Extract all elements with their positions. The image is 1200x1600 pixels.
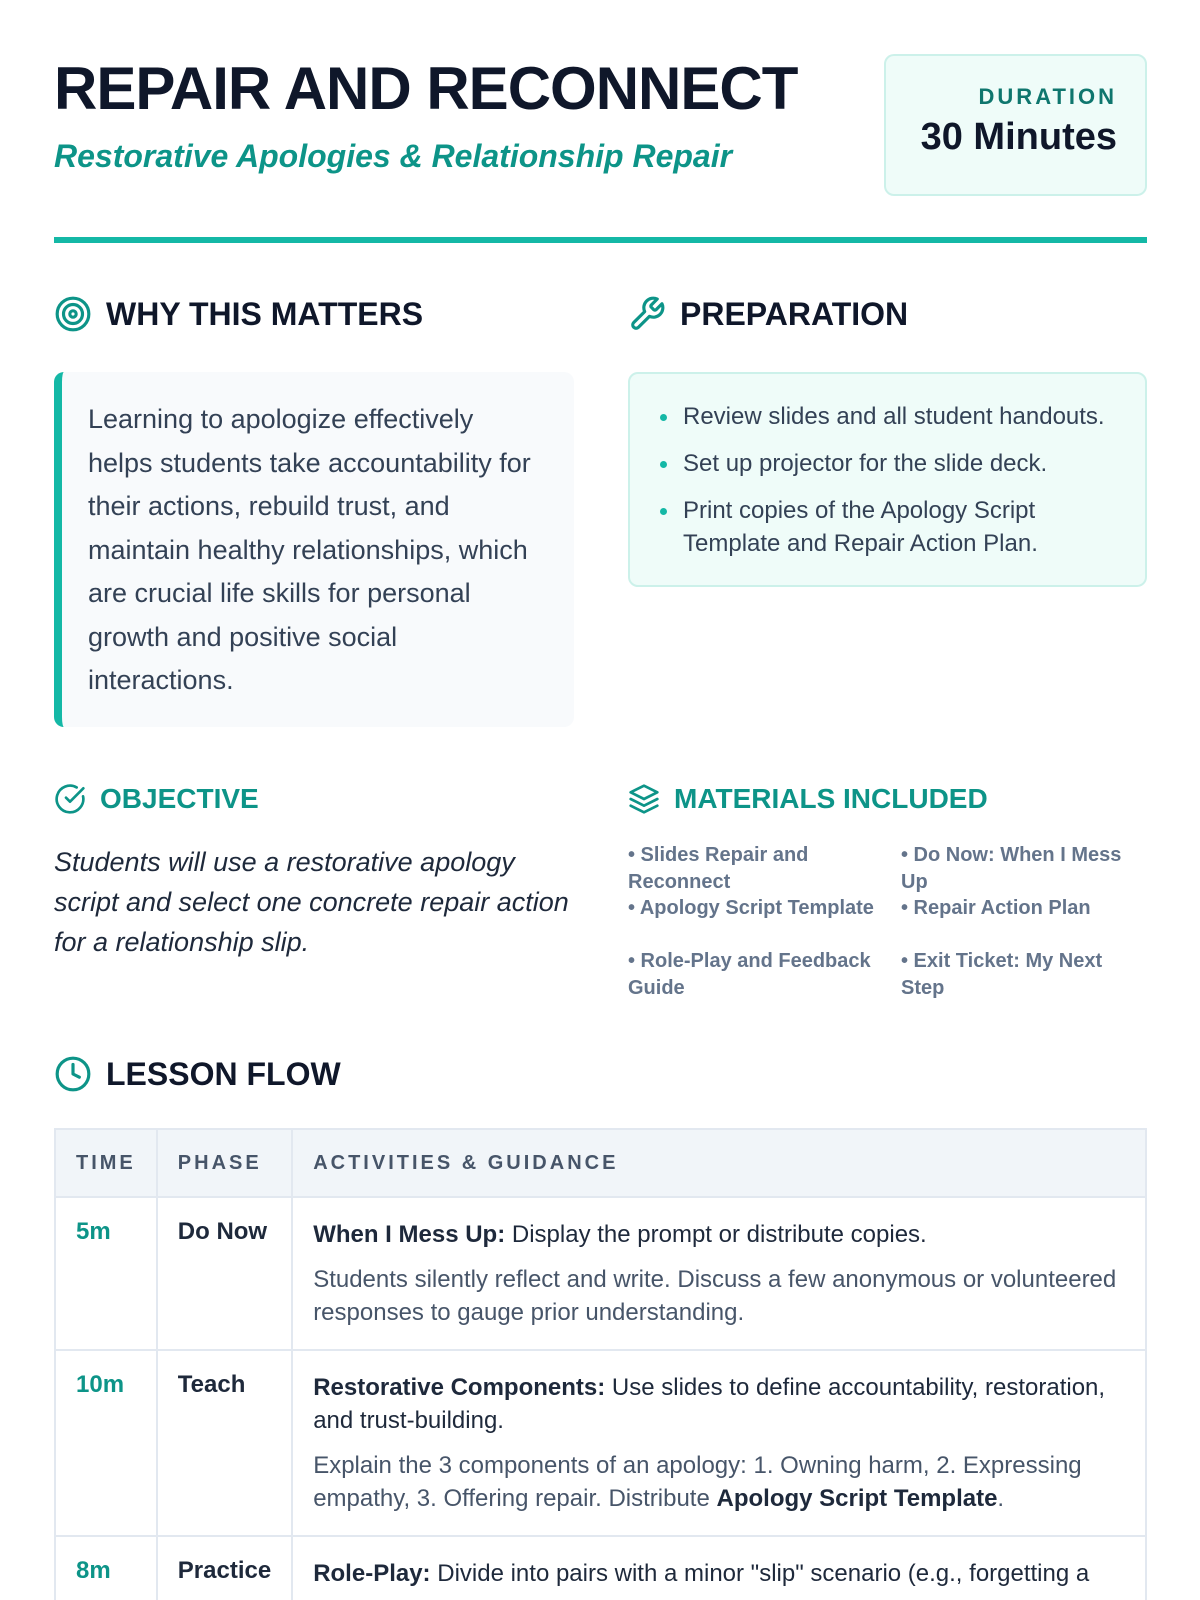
activity-guidance: Students silently reflect and write. Discuss a few anonymous or volunteered responses to gauge prior understanding. — [313, 1266, 1117, 1326]
activity-guidance-text: Explain the 3 components of an apology: 1. Owning harm, 2. Expressing empathy, 3. Offering repair. Distribute — [313, 1452, 1082, 1512]
list-item: • Apology Script Template — [628, 897, 874, 919]
objective-text: Students will use a restorative apology script and select one concrete repair action for a relationship slip. — [54, 847, 569, 957]
preparation-list — [658, 400, 1125, 560]
lesson-plan-page — [54, 0, 1147, 1600]
time-cell: 5m — [55, 1197, 157, 1350]
time-cell: 10m — [55, 1350, 157, 1536]
activity-main — [313, 1218, 1125, 1251]
materials-list — [628, 842, 1147, 1001]
activity-main — [313, 1371, 1125, 1437]
clock-icon — [54, 1055, 92, 1093]
activity-guidance — [313, 1449, 1125, 1515]
why-callout — [54, 372, 574, 727]
activity-cell — [292, 1350, 1146, 1536]
objective-heading — [54, 783, 259, 815]
activity-cell — [292, 1536, 1146, 1600]
layers-icon — [628, 783, 660, 815]
table-row — [55, 1350, 1146, 1536]
table-row — [55, 1536, 1146, 1600]
check-circle-icon — [54, 783, 86, 815]
why-heading — [54, 295, 423, 333]
activity-title: Restorative Components: — [313, 1374, 606, 1401]
activity-main — [313, 1557, 1125, 1590]
duration-card — [884, 54, 1147, 196]
activity-title: When I Mess Up: — [313, 1221, 506, 1248]
list-item: Review slides and all student handouts. — [658, 400, 1125, 433]
phase-cell: Practice — [157, 1536, 292, 1600]
materials-heading-text: MATERIALS INCLUDED — [674, 783, 988, 814]
list-item: • Role-Play and Feedback Guide — [628, 950, 871, 999]
header-divider — [54, 237, 1147, 243]
target-icon — [54, 295, 92, 333]
preparation-heading — [628, 295, 908, 333]
materials-heading — [628, 783, 988, 815]
handout-name: Apology Script Template — [716, 1485, 998, 1512]
activity-description: Divide into pairs with a minor "slip" scenario (e.g., forgetting a — [430, 1560, 1090, 1587]
activity-cell — [292, 1197, 1146, 1350]
objective-heading-text: OBJECTIVE — [100, 783, 259, 814]
list-item: Print copies of the Apology Script Template and Repair Action Plan. — [658, 494, 1125, 560]
activity-guidance-end: . — [997, 1485, 1005, 1512]
duration-value: 30 Minutes — [920, 116, 1117, 158]
list-item: • Do Now: When I Mess Up — [901, 844, 1122, 893]
phase-cell: Do Now — [157, 1197, 292, 1350]
table-header-row — [55, 1129, 1146, 1197]
activity-title: Role-Play: — [313, 1560, 431, 1587]
wrench-icon — [628, 295, 666, 333]
lesson-flow-table — [54, 1128, 1147, 1600]
header — [54, 50, 1147, 200]
column-header-phase: PHASE — [157, 1129, 292, 1197]
duration-label: DURATION — [978, 84, 1117, 109]
phase-cell: Teach — [157, 1350, 292, 1536]
table-row — [55, 1197, 1146, 1350]
activity-description: Use slides to define accountability, restoration, and trust-building. — [313, 1374, 1106, 1434]
why-heading-text: WHY THIS MATTERS — [106, 295, 424, 332]
list-item: • Slides Repair and Reconnect — [628, 844, 809, 893]
activity-description: Display the prompt or distribute copies. — [505, 1221, 927, 1248]
list-item: Set up projector for the slide deck. — [658, 447, 1125, 480]
list-item: • Exit Ticket: My Next Step — [901, 950, 1103, 999]
page-title: REPAIR AND RECONNECT — [54, 55, 798, 122]
page-subtitle: Restorative Apologies & Relationship Repair — [54, 138, 733, 174]
preparation-box — [628, 372, 1147, 587]
preparation-heading-text: PREPARATION — [680, 295, 909, 332]
list-item: • Repair Action Plan — [901, 897, 1091, 919]
column-header-activities: ACTIVITIES & GUIDANCE — [292, 1129, 1146, 1197]
lesson-flow-heading — [54, 1055, 341, 1093]
why-text: Learning to apologize effectively helps students take accountability for their actions, rebuild trust, and maintain healthy relationships, which are crucial life skills for personal growth and positive social interactions. — [88, 404, 531, 695]
lesson-flow-heading-text: LESSON FLOW — [106, 1055, 341, 1092]
column-header-time: TIME — [55, 1129, 157, 1197]
time-cell: 8m — [55, 1536, 157, 1600]
